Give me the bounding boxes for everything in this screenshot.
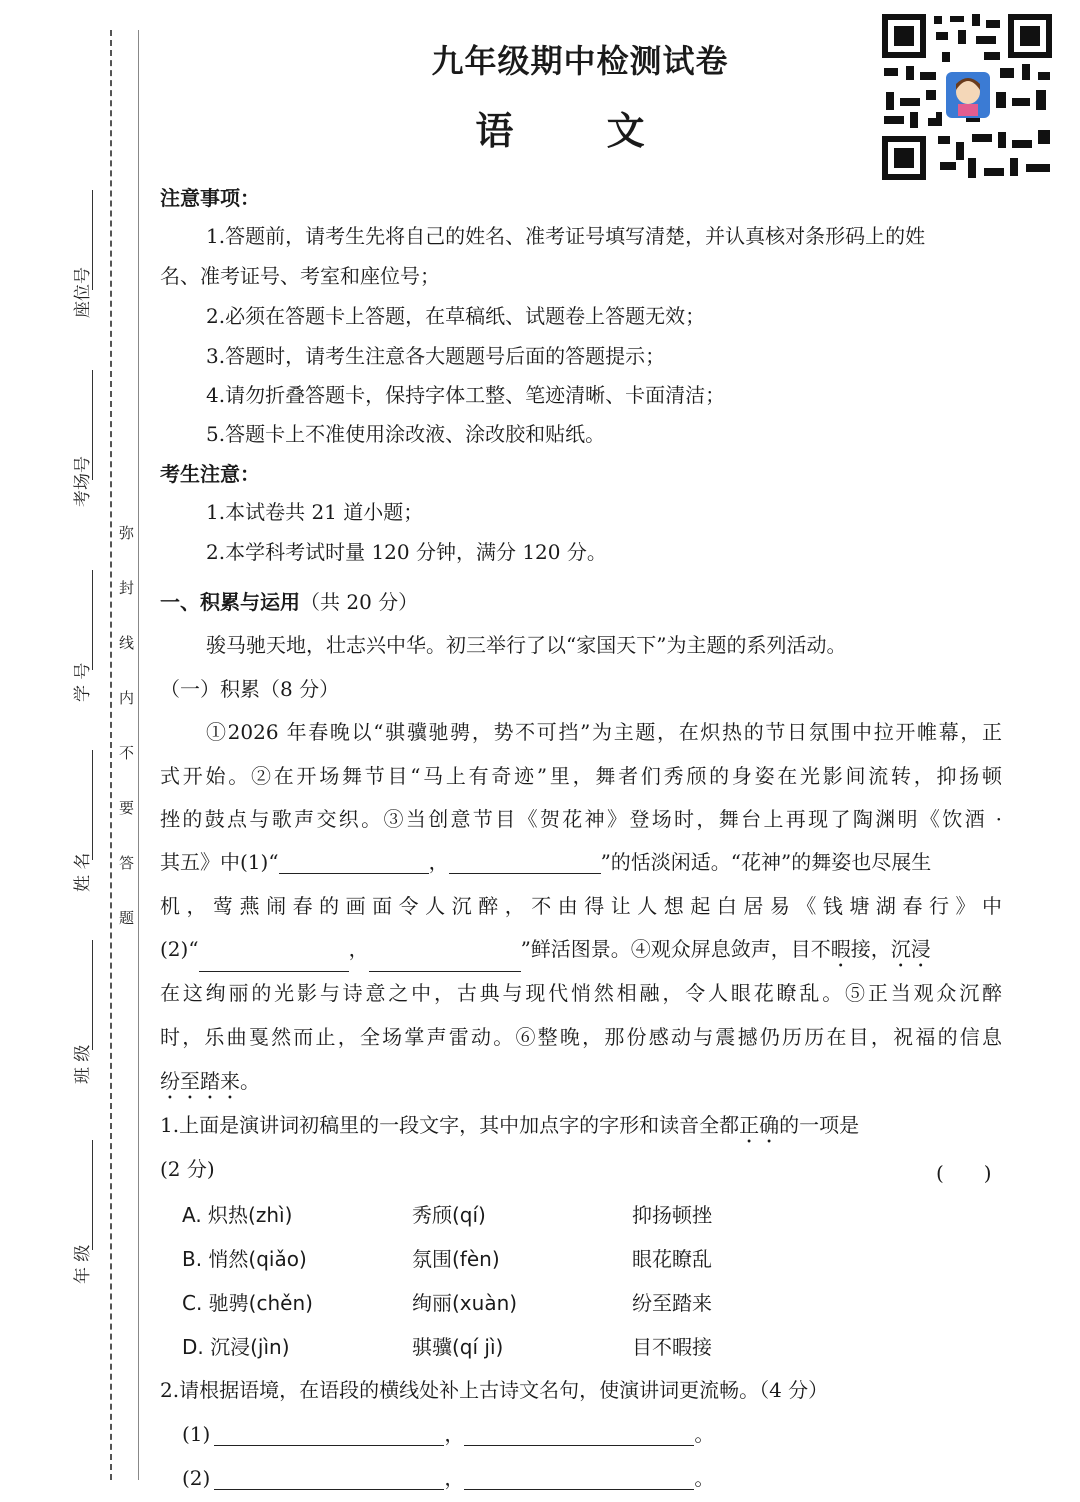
option-a-2: 秀颀(qí) [412,1203,486,1227]
option-c-3: 纷至踏来 [632,1291,712,1315]
option-a-1[interactable]: A. 炽热(zhì) [182,1203,293,1227]
grade-blank [92,1140,93,1250]
passage-line-8: 时，乐曲戛然而止，全场掌声雷动。⑥整晚，那份感动与震撼仍历历在目，祝福的信息 [160,1025,1002,1049]
option-d-1[interactable]: D. 沉浸(jìn) [182,1335,290,1359]
passage-line-6: (2)“ ， ”鲜活图景。④观众屏息敛声，目不暇接，沉浸 [160,937,931,972]
exam-title: 九年级期中检测试卷 [431,42,729,80]
binding-dashed-line [110,30,112,1480]
question-2-stem: 2.请根据语境，在语段的横线处补上古诗文名句，使演讲词更流畅。（4 分） [160,1378,829,1402]
passage-line-2: 式开始。②在开场舞节目“马上有奇迹”里，舞者们秀颀的身姿在光影间流转，抑扬顿 [160,764,1002,788]
option-c-1[interactable]: C. 驰骋(chěn) [182,1291,313,1315]
answer-blank-1b[interactable] [464,1425,694,1446]
option-b-3: 眼花瞭乱 [632,1247,712,1271]
notes-heading: 注意事项： [160,186,260,210]
option-c-2: 绚丽(xuàn) [412,1291,518,1315]
answer-blank-2a[interactable] [214,1469,444,1490]
answer-line-1: (1) ， 。 [182,1422,715,1446]
exam-note-2: 2.本学科考试时量 120 分钟，满分 120 分。 [206,540,607,564]
option-b-1[interactable]: B. 悄然(qiǎo) [182,1247,307,1271]
seat-label: 座位号 [73,267,93,318]
poem-blank-2a[interactable] [199,951,349,972]
class-blank [92,940,93,1050]
seal-line-notice: 弥封线内不要答题 [117,525,135,965]
note-5: 5.答题卡上不准使用涂改液、涂改胶和贴纸。 [206,422,606,446]
passage-line-7: 在这绚丽的光影与诗意之中，古典与现代悄然相融，令人眼花瞭乱。⑤正当观众沉醉 [160,981,1002,1005]
student-id-label: 学 号 [73,662,93,702]
name-blank [92,750,93,860]
section-1-intro: 骏马驰天地，壮志兴中华。初三举行了以“家国天下”为主题的系列活动。 [206,633,847,657]
class-label: 班 级 [73,1044,93,1084]
subsection-heading: （一）积累（8 分） [160,677,340,701]
answer-blank-1a[interactable] [214,1425,444,1446]
answer-line-2: (2) ， 。 [182,1466,715,1490]
note-1: 1.答题前，请考生先将自己的姓名、准考证号填写清楚，并认真核对条形码上的姓 [206,224,926,248]
answer-blank-2b[interactable] [464,1469,694,1490]
poem-blank-1a[interactable] [279,853,429,874]
note-2: 2.必须在答题卡上答题，在草稿纸、试题卷上答题无效； [206,304,706,328]
poem-blank-2b[interactable] [369,951,521,972]
qr-code-icon [880,12,1054,182]
grade-label: 年 级 [73,1244,93,1284]
option-d-2: 骐骥(qí jì) [412,1335,504,1359]
poem-blank-1b[interactable] [449,853,601,874]
name-label: 姓 名 [73,852,93,892]
note-1-cont: 名、准考证号、考室和座位号； [160,264,440,288]
subject-title: 语 文 [475,109,685,153]
option-a-3: 抑扬顿挫 [632,1203,712,1227]
option-d-3: 目不暇接 [632,1335,712,1359]
answer-paren[interactable]: ( ) [936,1161,992,1185]
note-3: 3.答题时，请考生注意各大题题号后面的答题提示； [206,344,666,368]
room-label: 考场号 [73,456,93,507]
exam-notes-heading: 考生注意： [160,462,260,486]
option-b-2: 氛围(fèn) [412,1247,500,1271]
question-1-score: (2 分) [160,1157,215,1181]
section-1-heading: 一、积累与运用（共 20 分） [160,590,419,614]
passage-line-3: 挫的鼓点与歌声交织。③当创意节目《贺花神》登场时，舞台上再现了陶渊明《饮酒 · [160,807,1002,831]
passage-line-4: 其五》中(1)“ ， ”的恬淡闲适。“花神”的舞姿也尽展生 [160,850,932,874]
passage-line-5: 机，莺燕闹春的画面令人沉醉，不由得让人想起白居易《钱塘湖春行》中 [160,894,1002,918]
student-id-blank [92,570,93,670]
binding-solid-line [138,30,139,1480]
passage-line-9: 纷至踏来。 [160,1069,260,1093]
exam-note-1: 1.本试卷共 21 道小题； [206,500,424,524]
note-4: 4.请勿折叠答题卡，保持字体工整、笔迹清晰、卡面清洁； [206,383,726,407]
passage-line-1: ①2026 年春晚以“骐骥驰骋，势不可挡”为主题，在炽热的节日氛围中拉开帷幕，正 [206,720,1002,744]
question-1-stem: 1.上面是演讲词初稿里的一段文字，其中加点字的字形和读音全都正确的一项是 [160,1113,860,1137]
